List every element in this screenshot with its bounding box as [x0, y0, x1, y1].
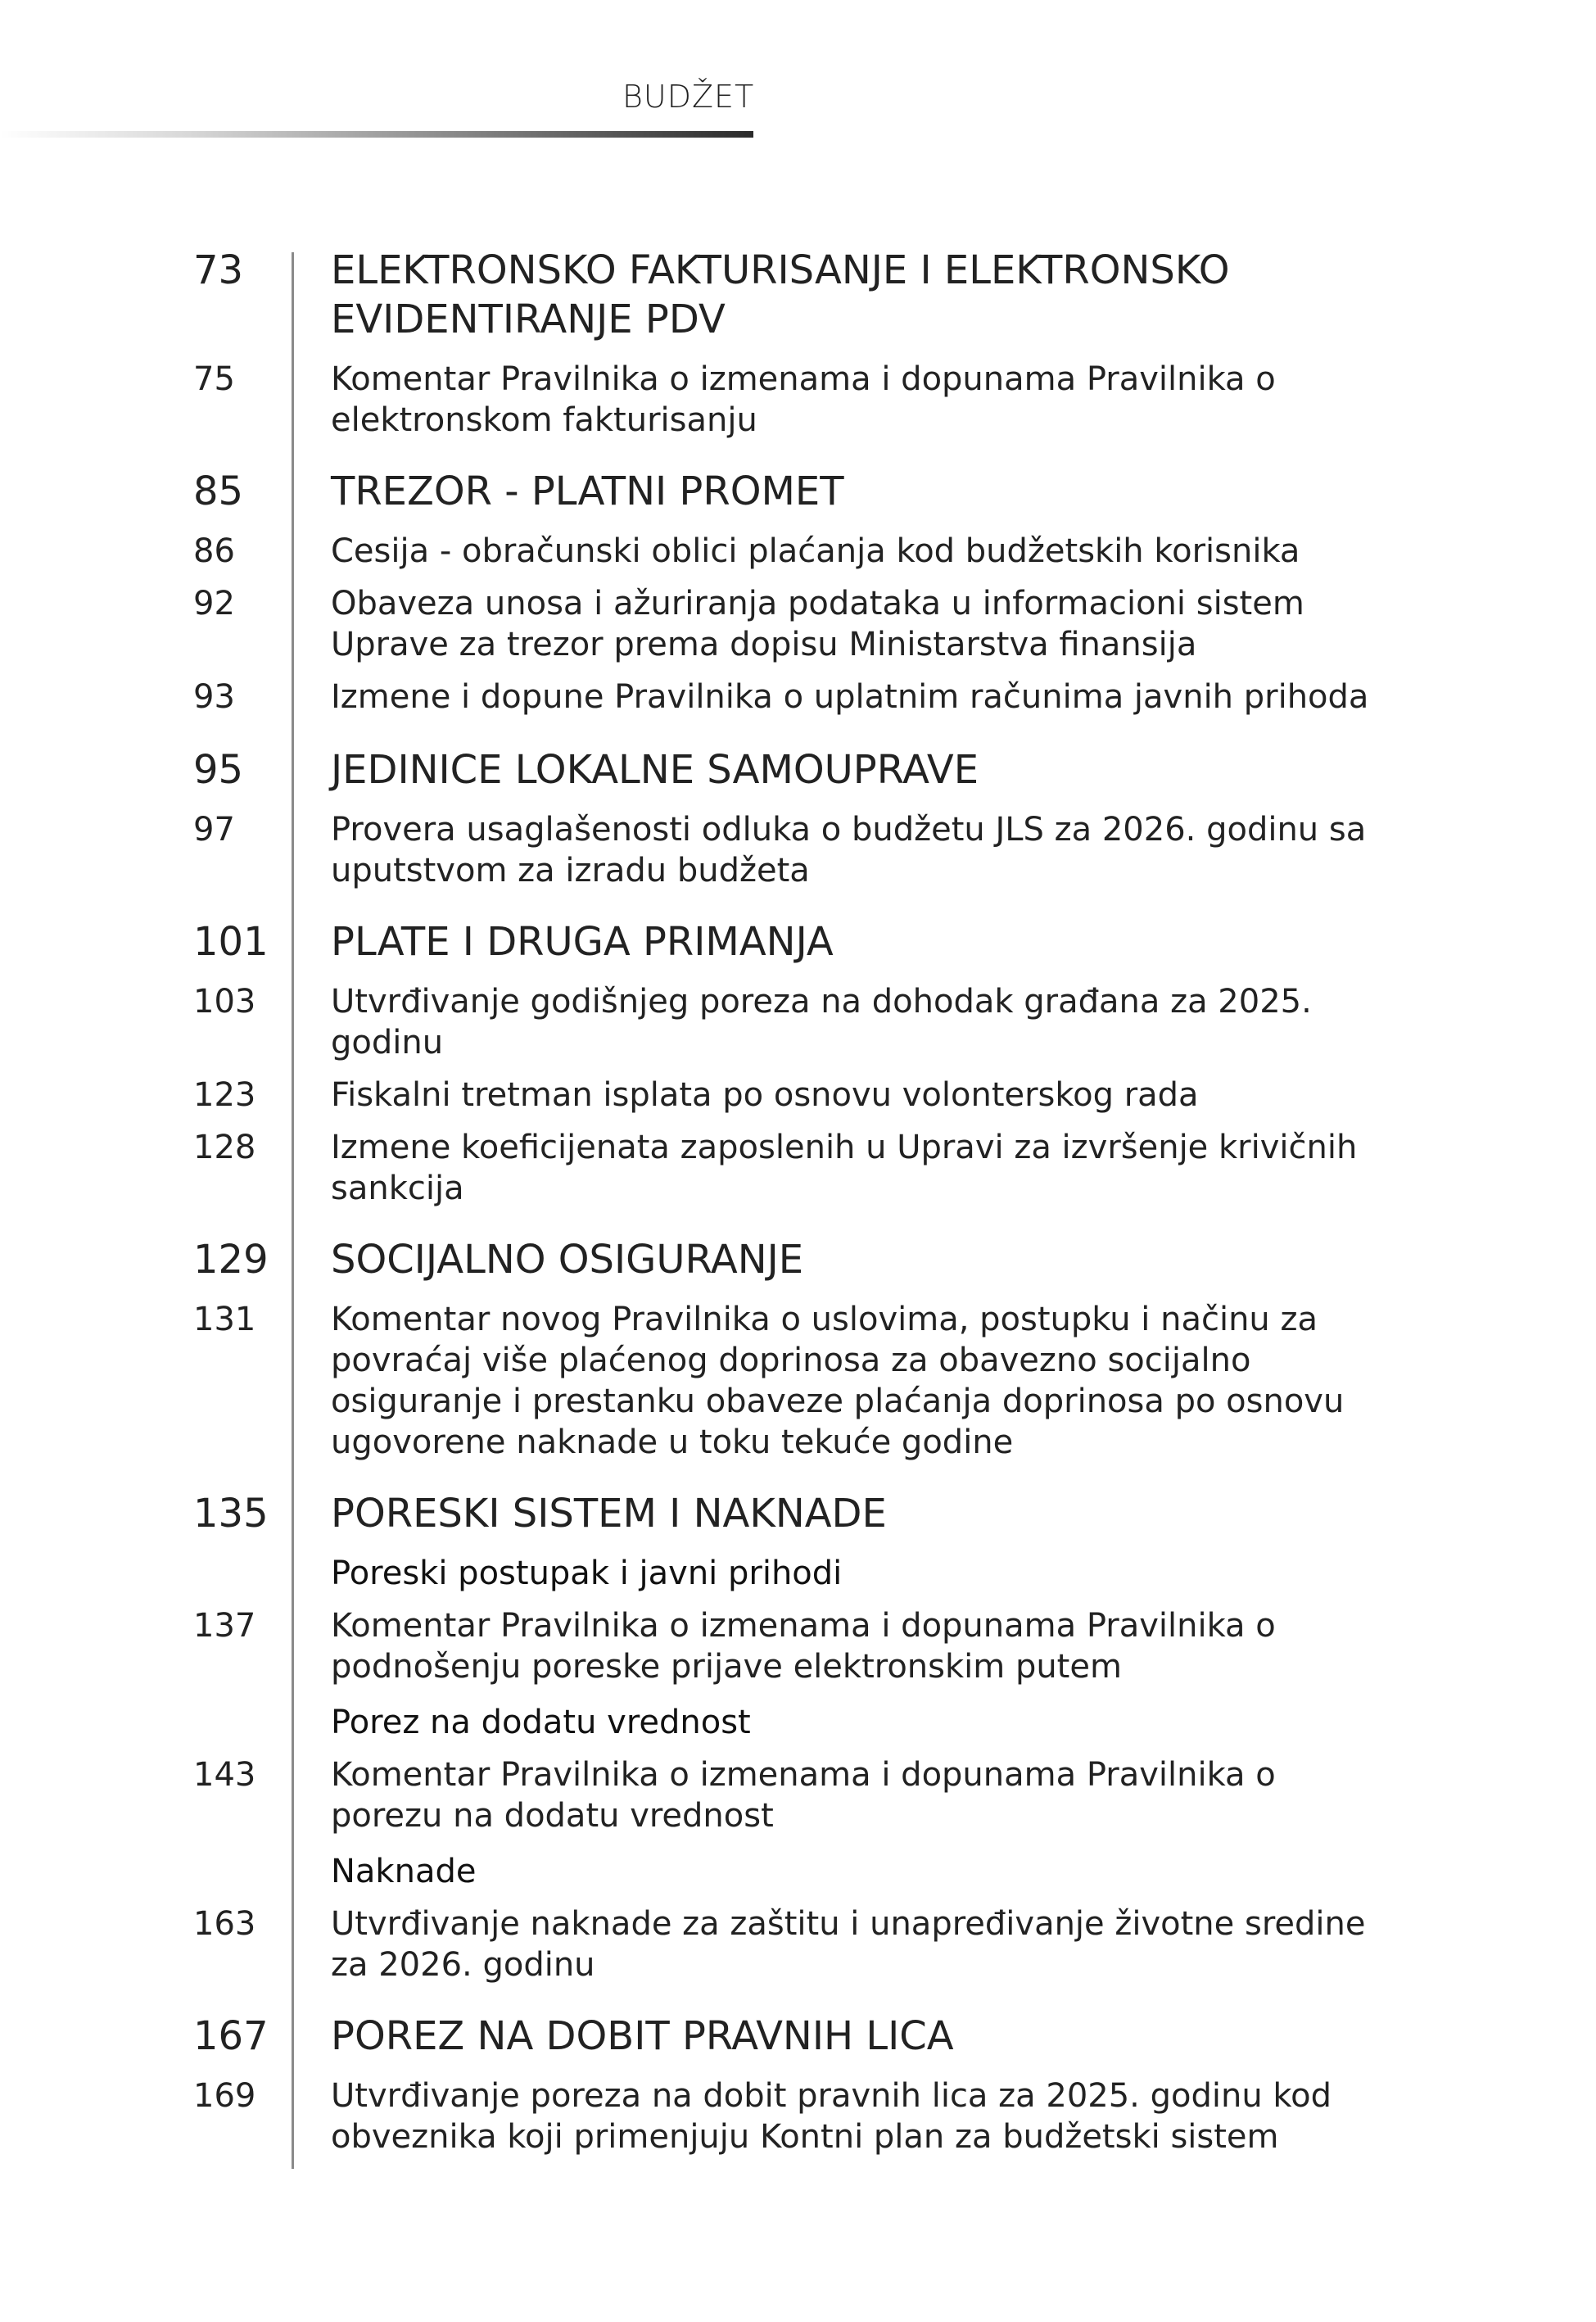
entry-page-number: 93	[193, 678, 235, 716]
entry-page-number: 123	[193, 1076, 256, 1114]
entry-title: Obaveza unosa i ažuriranja podataka u informacioni sistem Uprave za trezor prema dopisu Ministarstva finansija	[331, 585, 1304, 663]
entry-page-number: 137	[193, 1607, 256, 1645]
entry-title: Komentar novog Pravilnika o uslovima, postupku i načinu za povraćaj više plaćenog doprinosa za obavezno socijalno osiguranje i prestanku obaveze plaćanja doprinosa po osnovu ugovorene naknade u toku tekuće godine	[331, 1301, 1345, 1461]
toc-divider-line	[292, 252, 294, 2169]
entry-title: Fiskalni tretman isplata po osnovu volonterskog rada	[331, 1076, 1199, 1114]
entry-page-number: 75	[193, 360, 235, 398]
header-rule	[0, 131, 753, 138]
entry-title: Provera usaglašenosti odluka o budžetu JLS za 2026. godinu sa uputstvom za izradu budžeta	[331, 811, 1367, 889]
section-title: PLATE I DRUGA PRIMANJA	[331, 919, 834, 965]
running-header: BUDŽET	[622, 79, 755, 115]
section-page-number: 101	[193, 919, 269, 965]
entry-page-number: 143	[193, 1756, 256, 1794]
entry-title: Izmene koeficijenata zaposlenih u Upravi za izvršenje krivičnih sankcija	[331, 1129, 1358, 1207]
entry-page-number: 97	[193, 811, 235, 849]
entry-page-number: 131	[193, 1301, 256, 1338]
section-title: PORESKI SISTEM I NAKNADE	[331, 1491, 887, 1537]
entry-title: Komentar Pravilnika o izmenama i dopunama Pravilnika o podnošenju poreske prijave elektronskim putem	[331, 1607, 1276, 1686]
entry-page-number: 169	[193, 2077, 256, 2115]
entry-page-number: 163	[193, 1905, 256, 1943]
entry-title: Komentar Pravilnika o izmenama i dopunama Pravilnika o elektronskom fakturisanju	[331, 360, 1276, 439]
section-title: ELEKTRONSKO FAKTURISANJE I ELEKTRONSKO EVIDENTIRANJE PDV	[331, 247, 1230, 342]
section-title: SOCIJALNO OSIGURANJE	[331, 1237, 804, 1283]
entry-title: Cesija - obračunski oblici plaćanja kod budžetskih korisnika	[331, 532, 1300, 570]
subsection-title: Porez na dodatu vrednost	[331, 1704, 751, 1741]
entry-page-number: 128	[193, 1129, 256, 1166]
section-page-number: 73	[193, 247, 244, 293]
section-title: TREZOR - PLATNI PROMET	[331, 468, 844, 514]
section-title: POREZ NA DOBIT PRAVNIH LICA	[331, 2013, 954, 2059]
entry-title: Komentar Pravilnika o izmenama i dopunama Pravilnika o porezu na dodatu vrednost	[331, 1756, 1276, 1835]
section-title: JEDINICE LOKALNE SAMOUPRAVE	[331, 747, 979, 793]
entry-title: Utvrđivanje godišnjeg poreza na dohodak građana za 2025. godinu	[331, 983, 1312, 1061]
section-page-number: 95	[193, 747, 244, 793]
entry-page-number: 86	[193, 532, 235, 570]
entry-page-number: 92	[193, 585, 235, 622]
entry-title: Utvrđivanje naknade za zaštitu i unapređivanje životne sredine za 2026. godinu	[331, 1905, 1366, 1984]
entry-title: Utvrđivanje poreza na dobit pravnih lica za 2025. godinu kod obveznika koji primenjuju Kontni plan za budžetski sistem	[331, 2077, 1332, 2156]
section-page-number: 167	[193, 2013, 269, 2059]
entry-title: Izmene i dopune Pravilnika o uplatnim računima javnih prihoda	[331, 678, 1369, 716]
subsection-title: Naknade	[331, 1853, 477, 1890]
section-page-number: 135	[193, 1491, 269, 1537]
entry-page-number: 103	[193, 983, 256, 1021]
section-page-number: 85	[193, 468, 244, 514]
subsection-title: Poreski postupak i javni prihodi	[331, 1555, 843, 1592]
section-page-number: 129	[193, 1237, 269, 1283]
